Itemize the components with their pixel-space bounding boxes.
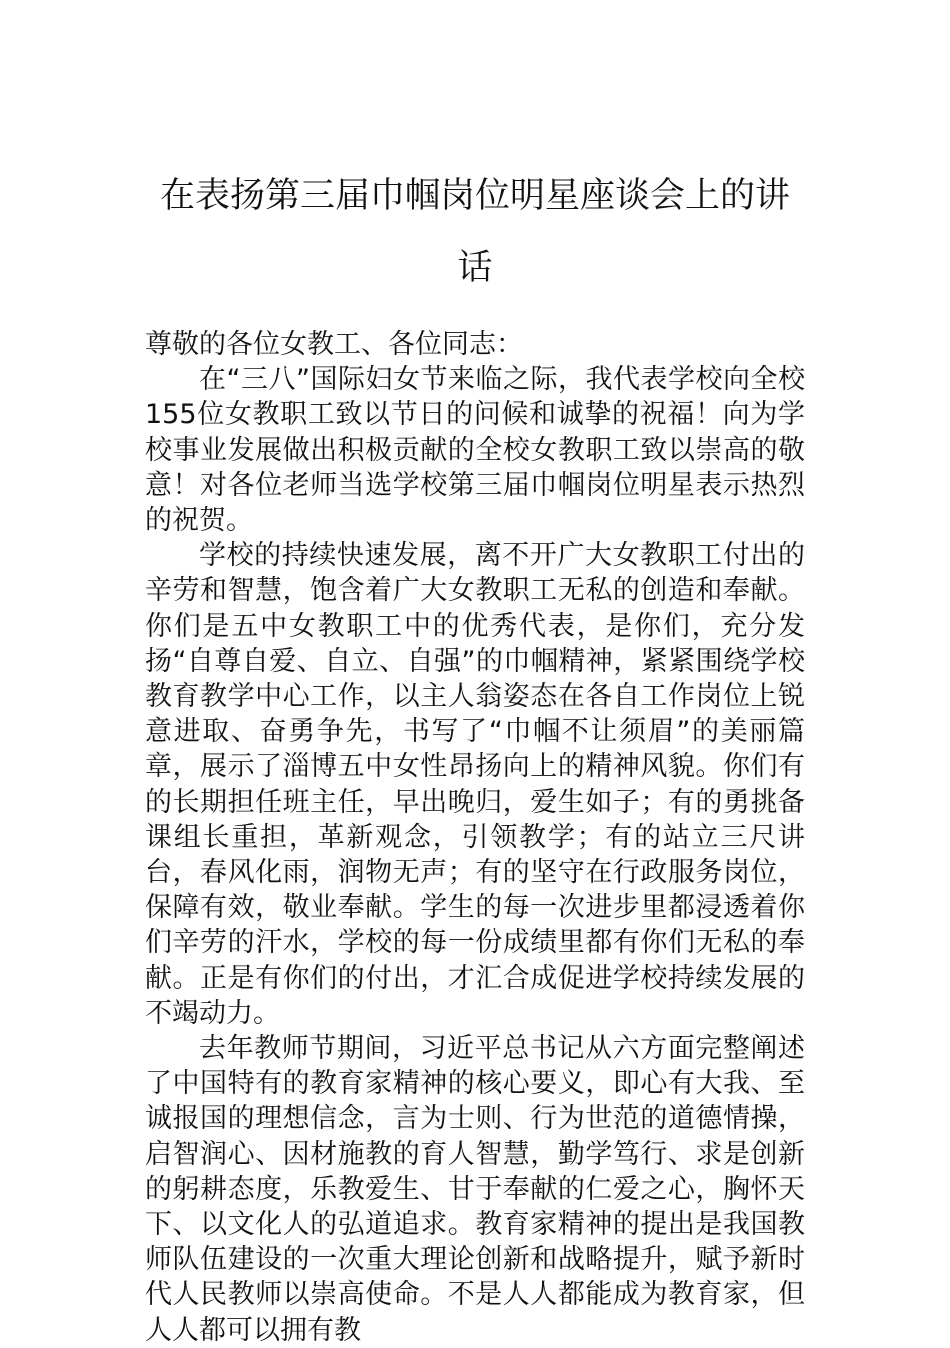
paragraph-1: 在“三八”国际妇女节来临之际，我代表学校向全校155位女教职工致以节日的问候和诚挚的祝福！向为学校事业发展做出积极贡献的全校女教职工致以崇高的敬意！对各位老师当选学校第三届巾帼岗位明星表示热烈的祝贺。 (145, 364, 805, 537)
paragraph-3: 去年教师节期间，习近平总书记从六方面完整阐述了中国特有的教育家精神的核心要义，即心有大我、至诚报国的理想信念，言为士则、行为世范的道德情操，启智润心、因材施教的育人智慧，勤学笃行、求是创新的躬耕态度，乐教爱生、甘于奉献的仁爱之心，胸怀天下、以文化人的弘道追求。教育家精神的提出是我国教师队伍建设的一次重大理论创新和战略提升，赋予新时代人民教师以崇高使命。不是人人都能成为教育家，但人人都可以拥有教 (145, 1033, 805, 1346)
salutation: 尊敬的各位女教工、各位同志： (145, 329, 523, 360)
document-body (145, 327, 805, 1348)
document-title: 在表扬第三届巾帼岗位明星座谈会上的讲话 (159, 176, 790, 288)
paragraph-2: 学校的持续快速发展，离不开广大女教职工付出的辛劳和智慧，饱含着广大女教职工无私的创造和奉献。你们是五中女教职工中的优秀代表，是你们，充分发扬“自尊自爱、自立、自强”的巾帼精神，紧紧围绕学校教育教学中心工作，以主人翁姿态在各自工作岗位上锐意进取、奋勇争先，书写了“巾帼不让须眉”的美丽篇章，展示了淄博五中女性昂扬向上的精神风貌。你们有的长期担任班主任，早出晚归，爱生如子；有的勇挑备课组长重担，革新观念，引领教学；有的站立三尺讲台，春风化雨，润物无声；有的坚守在行政服务岗位，保障有效，敬业奉献。学生的每一次进步里都浸透着你们辛劳的汗水，学校的每一份成绩里都有你们无私的奉献。正是有你们的付出，才汇合成促进学校持续发展的不竭动力。 (145, 540, 805, 1029)
